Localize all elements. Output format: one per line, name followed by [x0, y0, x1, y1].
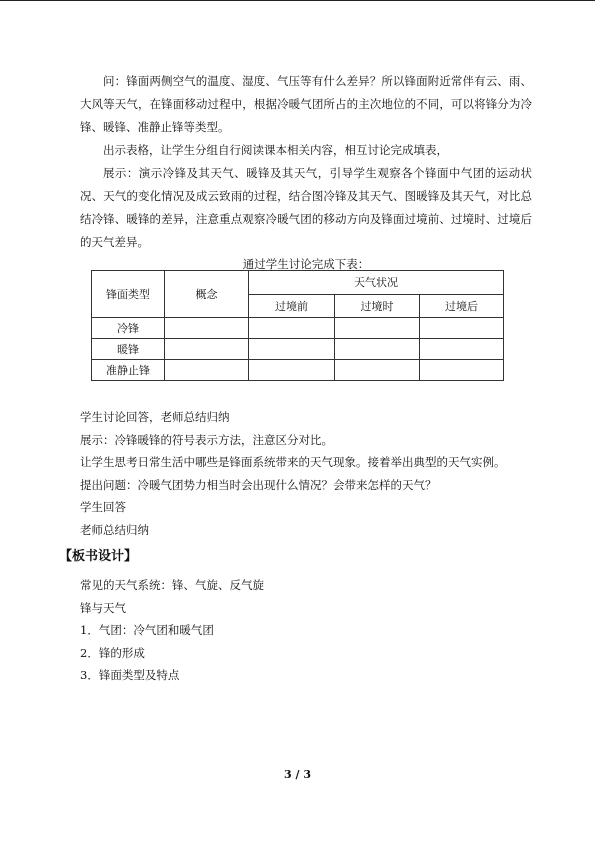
table-cell — [335, 360, 420, 381]
board-line: 常见的天气系统：锋、气旋、反气旋 — [80, 578, 264, 592]
discussion-text — [80, 406, 532, 541]
header-concept: 概念 — [165, 271, 249, 318]
header-weather: 天气状况 — [249, 271, 504, 295]
discussion-line: 让学生思考日常生活中哪些是锋面系统带来的天气现象。接着举出典型的天气实例。 — [80, 455, 506, 469]
board-line: 2．锋的形成 — [80, 645, 145, 660]
page-number: 3 / 3 — [284, 768, 311, 781]
discussion-line: 学生回答 — [80, 500, 126, 514]
table-row — [92, 318, 504, 339]
board-design-list — [80, 574, 532, 687]
board-line: 1．气团：冷气团和暖气团 — [80, 623, 214, 637]
discussion-line: 学生讨论回答，老师总结归纳 — [80, 410, 230, 424]
table-cell — [420, 360, 504, 381]
paragraph-question: 问：锋面两侧空气的温度、湿度、气压等有什么差异？所以锋面附近常伴有云、雨、大风等天气，在锋面移动过程中，根据冷暖气团所占的主次地位的不同，可以将锋分为冷锋、暖锋、准静止锋等类型。 — [80, 74, 532, 134]
discussion-line: 展示：冷锋暖锋的符号表示方法，注意区分对比。 — [80, 432, 333, 447]
header-during: 过境时 — [335, 294, 420, 318]
row-label-stationary-front: 准静止锋 — [92, 360, 165, 381]
board-line: 锋与天气 — [80, 600, 126, 615]
body-text — [80, 70, 532, 274]
table-cell — [420, 318, 504, 339]
table-cell — [249, 318, 335, 339]
header-after: 过境后 — [420, 294, 504, 318]
board-line: 3．锋面类型及特点 — [80, 668, 180, 682]
front-types-table — [91, 270, 504, 381]
table-row — [92, 360, 504, 381]
header-before: 过境前 — [249, 294, 335, 318]
page-top-border — [0, 0, 595, 1]
board-design-heading: 【板书设计】 — [59, 549, 138, 564]
table-caption: 通过学生讨论完成下表： — [242, 257, 370, 271]
table-cell — [420, 339, 504, 360]
table-cell — [249, 360, 335, 381]
table-cell — [165, 360, 249, 381]
row-label-warm-front: 暖锋 — [92, 339, 165, 360]
discussion-line: 老师总结归纳 — [80, 522, 149, 537]
row-label-cold-front: 冷锋 — [92, 318, 165, 339]
table-cell — [249, 339, 335, 360]
table-row — [92, 339, 504, 360]
discussion-line: 提出问题：冷暖气团势力相当时会出现什么情况？会带来怎样的天气？ — [80, 477, 437, 492]
table-cell — [165, 318, 249, 339]
table-cell — [165, 339, 249, 360]
paragraph-demo: 展示：演示冷锋及其天气、暖锋及其天气，引导学生观察各个锋面中气团的运动状况、天气的变化情况及成云致雨的过程，结合图冷锋及其天气、图暖锋及其天气，对比总结冷锋、暖锋的差异，注意重点观察冷暖气团的移动方向及锋面过境前、过境时、过境后的天气差异。 — [80, 166, 532, 249]
table-cell — [335, 339, 420, 360]
header-front-type: 锋面类型 — [92, 271, 165, 318]
paragraph-table-intro: 出示表格，让学生分组自行阅读课本相关内容，相互讨论完成填表， — [103, 143, 448, 157]
table-cell — [335, 318, 420, 339]
